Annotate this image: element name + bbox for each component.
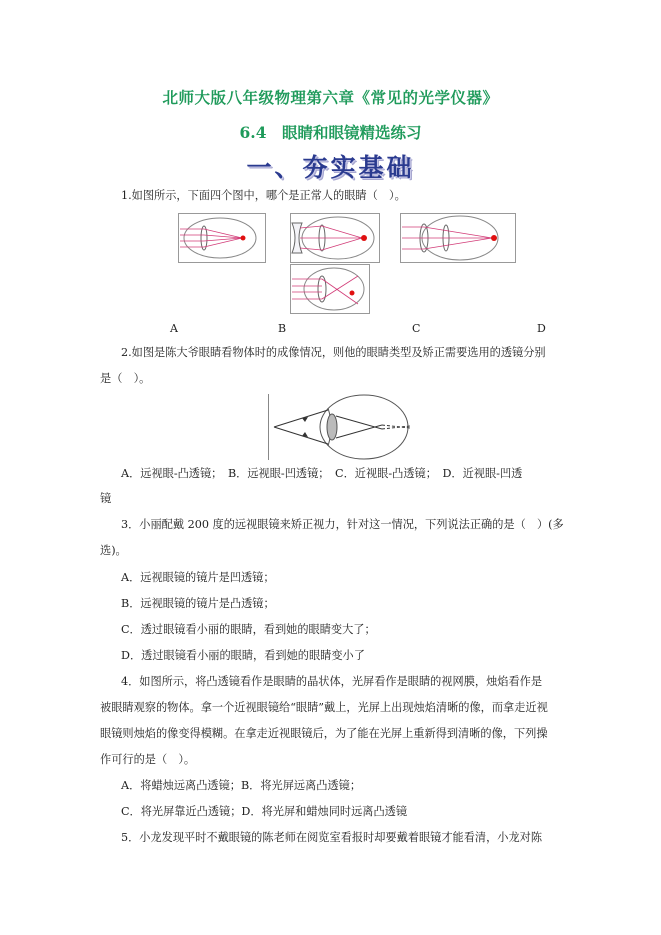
question-4-options-ab: A．将蜡烛远离凸透镜；B．将光屏远离凸透镜； <box>121 779 362 792</box>
eye-diagram-b <box>290 213 380 263</box>
label-d: D <box>537 322 546 335</box>
question-2-line-2: 是（ ）。 <box>100 372 151 385</box>
question-3-option-d: D．透过眼镜看小丽的眼睛，看到她的眼睛变小了 <box>121 649 365 662</box>
eye-ray-diagram <box>268 392 418 462</box>
question-3-line-2: 选)。 <box>100 544 127 557</box>
question-4-options-cd: C．将光屏靠近凸透镜；D．将光屏和蜡烛同时远离凸透镜 <box>121 805 408 818</box>
label-a: A <box>170 322 178 335</box>
lesson-subtitle: 6.4 眼睛和眼镜精选练习 <box>239 123 422 142</box>
eye-diagram-a <box>178 213 266 263</box>
question-2-options-wrap: 镜 <box>100 492 112 505</box>
document-title: 北师大版八年级物理第六章《常见的光学仪器》 <box>162 88 499 107</box>
label-b: B <box>278 322 287 335</box>
section-heading: 一、夯实基础 <box>246 153 415 182</box>
question-2-options: A．远视眼-凸透镜； B．远视眼-凹透镜； C．近视眼-凸透镜； D．近视眼-凹透 <box>121 467 523 480</box>
question-4-line-4: 作可行的是（ ）。 <box>100 753 196 766</box>
eye-diagram-c <box>400 213 516 263</box>
eye-diagram-d <box>290 264 370 314</box>
label-c: C <box>412 322 421 335</box>
question-3-line-1: 3．小丽配戴 200 度的远视眼镜来矫正视力，针对这一情况，下列说法正确的是（ ）(多 <box>121 518 564 531</box>
question-2-line-1: 2.如图是陈大爷眼睛看物体时的成像情况，则他的眼睛类型及矫正需要选用的透镜分别 <box>121 346 546 359</box>
question-3-option-a: A．远视眼镜的镜片是凹透镜； <box>121 571 275 584</box>
question-4-line-2: 被眼睛观察的物体。拿一个近视眼镜给“眼睛”戴上，光屏上出现烛焰清晰的像，而拿走近视 <box>100 701 548 714</box>
question-4-line-3: 眼镜则烛焰的像变得模糊。在拿走近视眼镜后，为了能在光屏上重新得到清晰的像，下列操 <box>100 727 548 740</box>
question-5-line-1: 5．小龙发现平时不戴眼镜的陈老师在阅览室看报时却要戴着眼镜才能看清，小龙对陈 <box>121 831 543 844</box>
question-3-option-c: C．透过眼镜看小丽的眼睛，看到她的眼睛变大了； <box>121 623 376 636</box>
question-3-option-b: B．远视眼镜的镜片是凸透镜； <box>121 597 275 610</box>
question-1-text: 1.如图所示，下面四个图中，哪个是正常人的眼睛（ ）。 <box>121 189 406 202</box>
question-4-line-1: 4．如图所示，将凸透镜看作是眼睛的晶状体，光屏看作是眼睛的视网膜，烛焰看作是 <box>121 675 543 688</box>
